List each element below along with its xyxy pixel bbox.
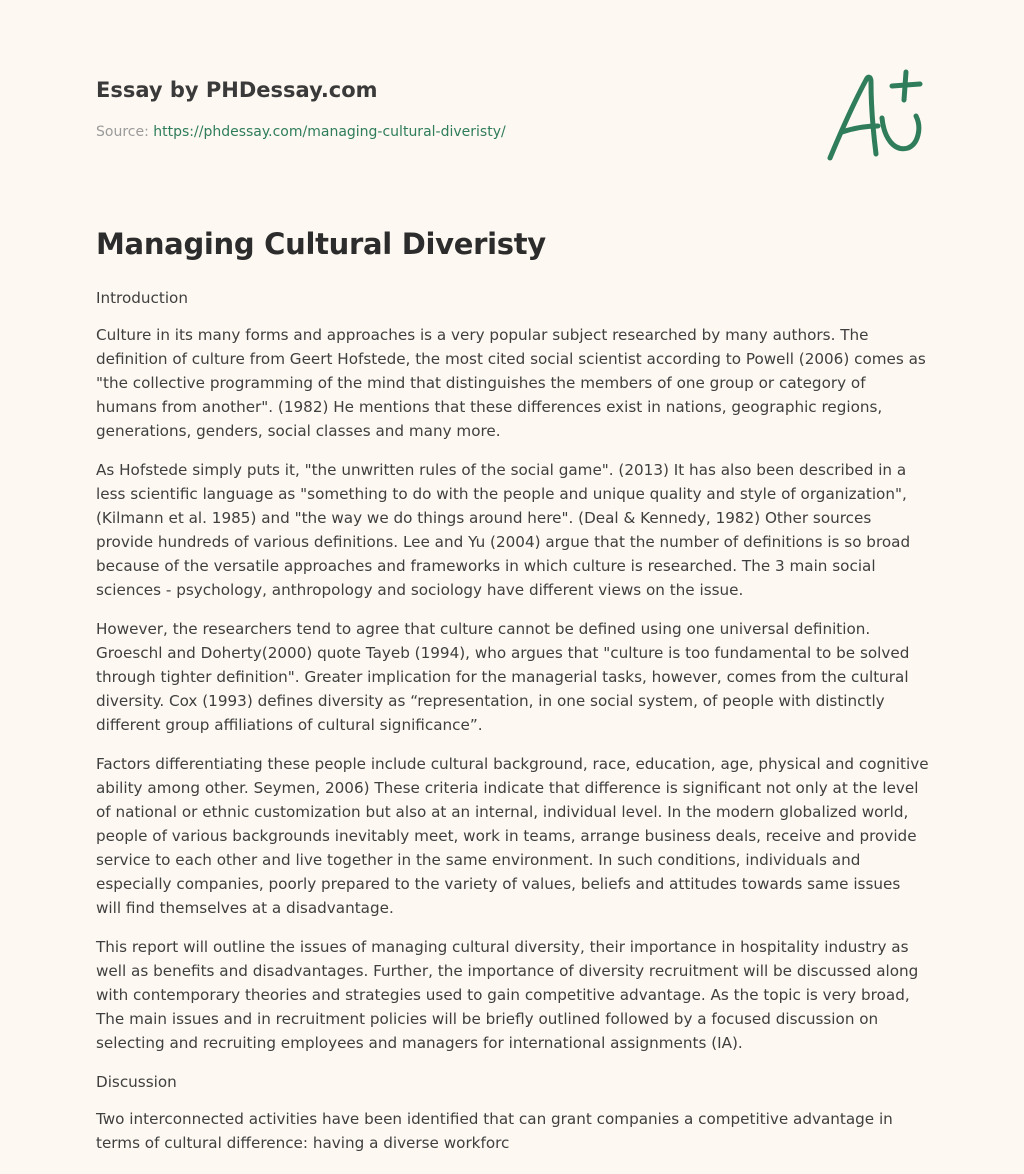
essay-body bbox=[96, 286, 930, 1170]
source-label: Source: bbox=[96, 124, 149, 140]
source-line bbox=[96, 122, 928, 142]
a-plus-logo-icon bbox=[818, 66, 928, 166]
paragraph: Factors differentiating these people include cultural background, race, education, age, physical and cognitive ability among other. Seymen, 2006) These criteria indicate that difference is significant not only at the level of national or ethnic customization but also at an internal, individual level. In the modern globalized world, people of various backgrounds inevitably meet, work in teams, arrange business deals, receive and provide service to each other and live together in the same environment. In such conditions, individuals and especially companies, poorly prepared to the variety of values, beliefs and attitudes towards same issues will find themselves at a disadvantage. bbox=[96, 755, 929, 917]
paragraph: However, the researchers tend to agree that culture cannot be defined using one universal definition. Groeschl and Doherty(2000) quote Tayeb (1994), who argues that "culture is too fundamental to be solved through tighter definition". Greater implication for the managerial tasks, however, comes from the cultural diversity. Cox (1993) defines diversity as “representation, in one social system, of people with distinctly different group affiliations of cultural significance”. bbox=[96, 620, 910, 734]
paragraph: Culture in its many forms and approaches is a very popular subject researched by many authors. The definition of culture from Geert Hofstede, the most cited social scientist according to Powell (2006) comes as "the collective programming of the mind that distinguishes the members of one group or category of humans from another". (1982) He mentions that these differences exist in nations, geographic regions, generations, genders, social classes and many more. bbox=[96, 326, 926, 440]
section-heading-introduction: Introduction bbox=[96, 289, 188, 307]
paragraph: This report will outline the issues of managing cultural diversity, their importance in hospitality industry as well as benefits and disadvantages. Further, the importance of diversity recruitment will be discussed along with contemporary theories and strategies used to gain competitive advantage. As the topic is very broad, The main issues and in recruitment policies will be briefly outlined followed by a focused discussion on selecting and recruiting employees and managers for international assignments (IA). bbox=[96, 938, 919, 1052]
paragraph: Two interconnected activities have been identified that can grant companies a competitive advantage in terms of cultural difference: having a diverse workforc bbox=[96, 1110, 893, 1152]
source-link[interactable]: https://phdessay.com/managing-cultural-diveristy/ bbox=[153, 124, 506, 140]
essay-header bbox=[96, 76, 928, 142]
section-heading-discussion: Discussion bbox=[96, 1073, 177, 1091]
essay-title: Managing Cultural Diveristy bbox=[96, 227, 546, 261]
paragraph: As Hofstede simply puts it, "the unwritten rules of the social game". (2013) It has also been described in a less scientific language as "something to do with the people and unique quality and style of organization", (Kilmann et al. 1985) and "the way we do things around here". (Deal & Kennedy, 1982) Other sources provide hundreds of various definitions. Lee and Yu (2004) argue that the number of definitions is so broad because of the versatile approaches and frameworks in which culture is researched. The 3 main social sciences - psychology, anthropology and sociology have different views on the issue. bbox=[96, 461, 911, 599]
site-brand: Essay by PHDessay.com bbox=[96, 78, 378, 102]
